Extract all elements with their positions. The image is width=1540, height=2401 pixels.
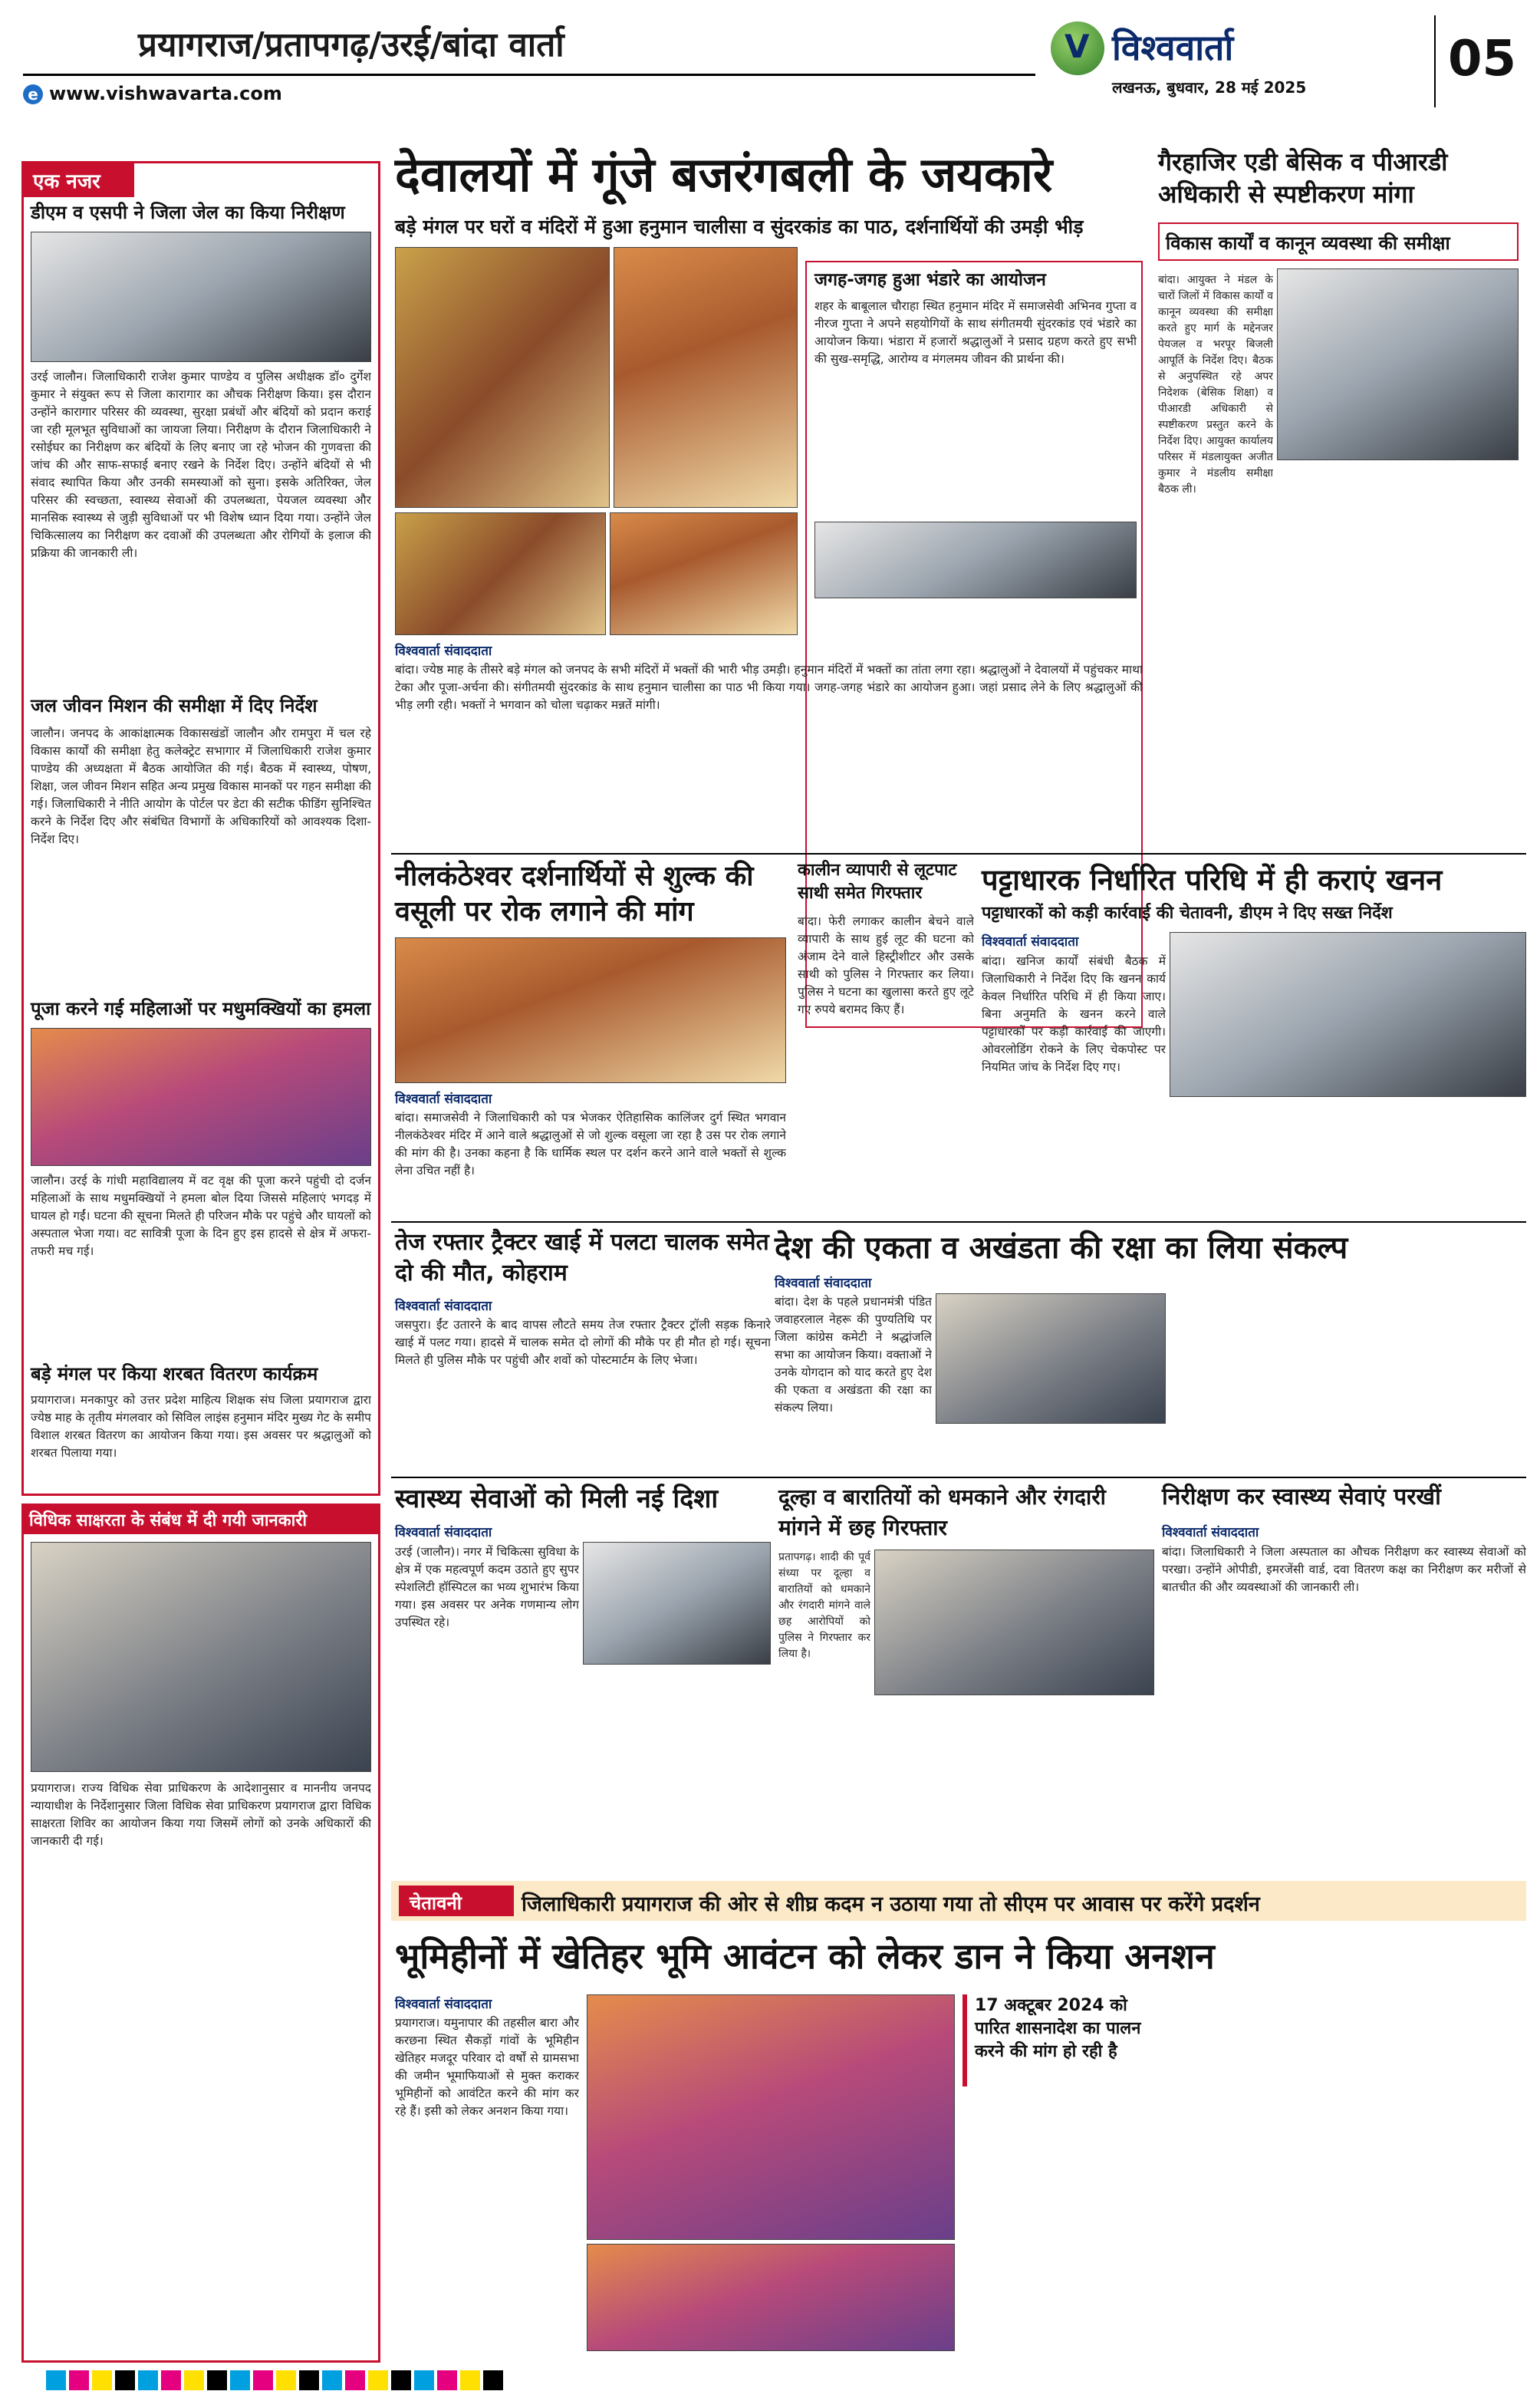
neelkanth-photo xyxy=(395,937,786,1083)
print-color-bar xyxy=(46,2370,1503,2393)
left-story2-body: जालौन। जनपद के आकांक्षात्मक विकासखंडों जालौन और रामपुरा में चल रहे विकास कार्यों की समीक्षा हेतु कलेक्ट्रेट सभागार में जिलाधिकारी राजेश कुमार पाण्डेय की अध्यक्षता में बैठक आयोजित की गई। बैठक में स्वास्थ्य, पोषण, शिक्षा, जल जीवन मिशन सहित अन्य प्रमुख विकास मानकों पर गहन समीक्षा की गई। जिलाधिकारी ने नीति आयोग के पोर्टल पर डेटा की सटीक फीडिंग सुनिश्चित करने के निर्देश दिए और संबंधित विभागों के अधिकारियों को आवश्यक दिशा-निर्देश दिए। xyxy=(31,726,371,846)
unity-headline: देश की एकता व अखंडता की रक्षा का लिया संकल्प xyxy=(775,1230,1348,1266)
divider-3 xyxy=(391,1477,1526,1478)
bottom-lead-headline: भूमिहीनों में खेतिहर भूमि आवंटन को लेकर डान ने किया अनशन xyxy=(395,1935,1215,1977)
brand-logo xyxy=(1051,21,1104,75)
left-story5-headline: विधिक साक्षरता के संबंध में दी गयी जानकारी xyxy=(21,1504,380,1534)
right-top-subhead: विकास कार्यों व कानून व्यवस्था की समीक्षा xyxy=(1158,222,1519,261)
dateline: लखनऊ, बुधवार, 28 मई 2025 xyxy=(1112,78,1307,97)
tractor-body: जसपुरा। ईंट उतारने के बाद वापस लौटते समय तेज रफ्तार ट्रैक्टर ट्रॉली सड़क किनारे खाई में पलट गया। हादसे में चालक समेत दो लोगों की मौके पर ही मौत हो गई। सूचना मिलते ही पुलिस मौके पर पहुंची और शवों को पोस्टमार्टम के लिए भेजा। xyxy=(395,1318,771,1367)
lead-subhead: बड़े मंगल पर घरों व मंदिरों में हुआ हनुमान चालीसा व सुंदरकांड का पाठ, दर्शनार्थियों की उमड़ी भीड़ xyxy=(395,216,1084,238)
groom-body: प्रतापगढ़। शादी की पूर्व संध्या पर दूल्हा व बारातियों को धमकाने और रंगदारी मांगने वाले छह आरोपियों को पुलिस ने गिरफ्तार कर लिया है। xyxy=(778,1551,870,1660)
left-story2-headline: जल जीवन मिशन की समीक्षा में दिए निर्देश xyxy=(31,695,318,716)
mining-meeting-photo xyxy=(1170,932,1526,1097)
lead-inset-heading: जगह-जगह हुआ भंडारे का आयोजन xyxy=(814,270,1046,290)
lead-inset-body: शहर के बाबूलाल चौराहा स्थित हनुमान मंदिर में समाजसेवी अभिनव गुप्ता व नीरज गुप्ता ने अपने सहयोगियों के साथ संगीतमयी सुंदरकांड एवं भंडारे का आयोजन किया। भंडारा में हजारों श्रद्धालुओं ने प्रसाद ग्रहण करते हुए सभी की सुख-समृद्धि, आरोग्य व मंगलमय जीवन की प्रार्थना की। xyxy=(814,299,1137,366)
neelkanth-body: बांदा। समाजसेवी ने जिलाधिकारी को पत्र भेजकर ऐतिहासिक कालिंजर दुर्ग स्थित भगवान नीलकंठेश्वर मंदिर में आने वाले श्रद्धालुओं से जो शुल्क वसूला जा रहा है उस पर रोक लगाने की मांग की है। उनका कहना है कि धार्मिक स्थल पर दर्शन करने आने वाले भक्तों से शुल्क लेना उचित नहीं है। xyxy=(395,1111,786,1177)
jail-inspection-photo xyxy=(31,232,371,362)
lead-headline: देवालयों में गूंजे बजरंगबली के जयकारे xyxy=(395,147,1053,203)
lead-byline: विश्ववार्ता संवाददाता xyxy=(395,644,492,659)
left-story4-body: प्रयागराज। मनकापुर को उत्तर प्रदेश माहित्य शिक्षक संघ जिला प्रयागराज द्वारा ज्येष्ठ माह के तृतीय मंगलवार को सिविल लाइंस हनुमान मंदिर मुख्य गेट के समीप विशाल शरबत वितरण का आयोजन किया गया। इस अवसर पर श्रद्धालुओं को शरबत पिलाया गया। xyxy=(31,1393,371,1460)
lead-photo-3 xyxy=(395,512,606,635)
review-meeting-photo xyxy=(1277,268,1519,460)
health-byline: विश्ववार्ता संवाददाता xyxy=(395,1525,492,1540)
right-top-headline: गैरहाजिर एडी बेसिक व पीआरडी अधिकारी से स्पष्टीकरण मांगा xyxy=(1158,147,1448,209)
left-story5-body: प्रयागराज। राज्य विधिक सेवा प्राधिकरण के आदेशानुसार व माननीय जनपद न्यायाधीश के निर्देशानुसार जिला विधिक सेवा प्राधिकरण प्रयागराज द्वारा विधिक साक्षरता शिविर का आयोजन किया गया जिसमें लोगों को उनके अधिकारों की जानकारी दी गई। xyxy=(31,1781,371,1848)
tractor-byline: विश्ववार्ता संवाददाता xyxy=(395,1299,492,1314)
masthead-rule xyxy=(23,74,1035,76)
divider-2 xyxy=(391,1221,1526,1223)
pull-quote: 17 अक्टूबर 2024 को पारित शासनादेश का पालन करने की मांग हो रही है xyxy=(962,1994,1147,2086)
ie-icon: e xyxy=(23,84,43,104)
box-label: एक नजर xyxy=(24,163,134,197)
left-story1-body: उरई जालौन। जिलाधिकारी राजेश कुमार पाण्डेय व पुलिस अधीक्षक डॉ० दुर्गेश कुमार ने संयुक्त रूप से जिला कारागार का औचक निरीक्षण किया। इस दौरान उन्होंने कारागार परिसर की व्यवस्था, सुरक्षा प्रबंधों और बंदियों को प्रदान कराई जा रही मूलभूत सुविधाओं का जायजा लिया। निरीक्षण के दौरान जिलाधिकारी ने रसोईघर का निरीक्षण कर बंदियों के लिए बनाए जा रहे भोजन की गुणवत्ता की जांच की और साफ-सफाई बनाए रखने के निर्देश दिए। उन्होंने बंदियों से भी संवाद स्थापित किया और उनकी समस्याओं को सुना। इसके अतिरिक्त, जेल परिसर की स्वच्छता, स्वास्थ्य सेवाओं की उपलब्धता, पेयजल व्यवस्था और मानसिक स्वास्थ्य से जुड़ी सुविधाओं पर भी विशेष ध्यान दिया गया। उन्होंने जेल चिकित्सालय का निरीक्षण कर दवाओं की उपलब्धता और रोगियों के इलाज की प्रक्रिया की जानकारी ली। xyxy=(31,370,371,560)
right-top-body: बांदा। आयुक्त ने मंडल के चारों जिलों में विकास कार्यों व कानून व्यवस्था की समीक्षा करते हुए मार्ग के मद्देनजर पेयजल व भरपूर बिजली आपूर्ति के निर्देश दिए। बैठक से अनुपस्थित रहे अपर निदेशक (बेसिक शिक्षा) व पीआरडी अधिकारी से स्पष्टीकरण प्रस्तुत करने के निर्देश दिए। आयुक्त कार्यालय परिसर में मंडलायुक्त अजीत कुमार ने मंडलीय समीक्षा बैठक ली। xyxy=(1158,274,1273,496)
arrest-photo xyxy=(874,1550,1154,1695)
lead-body: बांदा। ज्येष्ठ माह के तीसरे बड़े मंगल को जनपद के सभी मंदिरों में भक्तों की भारी भीड़ उमड़ी। हनुमान मंदिरों में भक्तों का तांता लगा रहा। श्रद्धालुओं ने देवालयों में पहुंचकर माथा टेका और पूजा-अर्चना की। संगीतमयी सुंदरकांड के साथ हनुमान चालीसा का पाठ भी किया गया। जगह-जगह भंडारे का आयोजन हुआ। जहां प्रसाद लेने के लिए श्रद्धालुओं की भीड़ लगी रही। भक्तों ने भगवान को चोला चढ़ाकर मन्नतें मांगी। xyxy=(395,663,1143,712)
left-story3-headline: पूजा करने गई महिलाओं पर मधुमक्खियों का हमला xyxy=(31,998,371,1019)
mining-headline: पट्टाधारक निर्धारित परिधि में ही कराएं खनन xyxy=(982,863,1443,897)
lead-inset-photo xyxy=(814,522,1137,598)
divider-1 xyxy=(391,853,1526,855)
page-number: 05 xyxy=(1448,31,1517,87)
inspection-body: बांदा। जिलाधिकारी ने जिला अस्पताल का औचक निरीक्षण कर स्वास्थ्य सेवाओं को परखा। उन्होंने ओपीडी, इमरजेंसी वार्ड, दवा वितरण कक्ष का निरीक्षण कर मरीजों से बातचीत की और व्यवस्थाओं की जानकारी ली। xyxy=(1162,1545,1526,1594)
warning-text: जिलाधिकारी प्रयागराज की ओर से शीघ्र कदम न उठाया गया तो सीएम पर आवास पर करेंगे प्रदर्शन xyxy=(522,1892,1260,1916)
unity-byline: विश्ववार्ता संवाददाता xyxy=(775,1276,872,1291)
hospital-inauguration-photo xyxy=(583,1542,771,1665)
mining-subhead: पट्टाधारकों को कड़ी कार्रवाई की चेतावनी, डीएम ने दिए सख्त निर्देश xyxy=(982,904,1393,923)
warning-label: चेतावनी xyxy=(399,1886,514,1916)
brand-name: विश्ववार्ता xyxy=(1112,27,1234,68)
neelkanth-byline: विश्ववार्ता संवाददाता xyxy=(395,1092,492,1107)
left-story3-body: जालौन। उरई के गांधी महाविद्यालय में वट वृक्ष की पूजा करने पहुंची दो दर्जन महिलाओं के साथ मधुमक्खियों ने हमला बोल दिया जिससे महिलाएं भगदड़ में घायल हो गईं। घटना की सूचना मिलते ही परिजन मौके पर पहुंचे और घायलों को अस्पताल भेजा गया। वट सावित्री पूजा के दिन हुए इस हादसे से क्षेत्र में अफरा-तफरी मच गई। xyxy=(31,1174,371,1258)
lead-photo-2 xyxy=(614,247,798,508)
legal-literacy-photo xyxy=(31,1542,371,1772)
mining-byline: विश्ववार्ता संवाददाता xyxy=(982,934,1079,950)
page-number-box xyxy=(1434,15,1436,107)
bee-attack-photo xyxy=(31,1028,371,1166)
kalin-body: बांदा। फेरी लगाकर कालीन बेचने वाले व्यापारी के साथ हुई लूट की घटना को अंजाम देने वाले हिस्ट्रीशीटर और उसके साथी को पुलिस ने गिरफ्तार कर लिया। पुलिस ने घटना का खुलासा करते हुए लूटे गए रुपये बरामद किए हैं। xyxy=(798,914,974,1016)
logo-v-icon: V xyxy=(1065,28,1090,65)
tractor-headline: तेज रफ्तार ट्रैक्टर खाई में पलटा चालक समेत दो की मौत, कोहराम xyxy=(395,1229,769,1286)
section-title: प्रयागराज/प्रतापगढ़/उरई/बांदा वार्ता xyxy=(138,25,564,64)
lead-photo-1 xyxy=(395,247,610,508)
inspection-byline: विश्ववार्ता संवाददाता xyxy=(1162,1525,1259,1540)
masthead xyxy=(0,0,1540,115)
lead-photo-4 xyxy=(610,512,798,635)
groom-headline: दूल्हा व बारातियों को धमकाने और रंगदारी मांगने में छह गिरफ्तार xyxy=(778,1484,1106,1540)
website-link[interactable]: e www.vishwavarta.com xyxy=(23,83,330,109)
bottom-lead-byline: विश्ववार्ता संवाददाता xyxy=(395,1997,492,2012)
unity-photo xyxy=(936,1293,1166,1424)
hunger-strike-photo xyxy=(587,1994,955,2240)
unity-body: बांदा। देश के पहले प्रधानमंत्री पंडित जवाहरलाल नेहरू की पुण्यतिथि पर जिला कांग्रेस कमेटी ने श्रद्धांजलि सभा का आयोजन किया। वक्ताओं ने उनके योगदान को याद करते हुए देश की एकता व अखंडता की रक्षा का संकल्प लिया। xyxy=(775,1295,932,1415)
left-story4-headline: बड़े मंगल पर किया शरबत वितरण कार्यक्रम xyxy=(31,1363,318,1385)
hunger-strike-photo-2 xyxy=(587,2244,955,2351)
health-headline: स्वास्थ्य सेवाओं को मिली नई दिशा xyxy=(395,1484,719,1514)
kalin-headline: कालीन व्यापारी से लूटपाट साथी समेत गिरफ्तार xyxy=(798,861,957,903)
neelkanth-headline: नीलकंठेश्वर दर्शनार्थियों से शुल्क की वसूली पर रोक लगाने की मांग xyxy=(395,861,754,927)
mining-body: बांदा। खनिज कार्यों संबंधी बैठक में जिलाधिकारी ने निर्देश दिए कि खनन कार्य केवल निर्धारित परिधि में ही किया जाए। बिना अनुमति के खनन करने वाले पट्टाधारकों पर कड़ी कार्रवाई की जाएगी। ओवरलोडिंग रोकने के लिए चेकपोस्ट पर नियमित जांच के निर्देश दिए गए। xyxy=(982,954,1166,1074)
health-body: उरई (जालौन)। नगर में चिकित्सा सुविधा के क्षेत्र में एक महत्वपूर्ण कदम उठाते हुए सुपर स्पेशलिटी हॉस्पिटल का भव्य शुभारंभ किया गया। इस अवसर पर अनेक गणमान्य लोग उपस्थित रहे। xyxy=(395,1545,579,1629)
bottom-lead-body: प्रयागराज। यमुनापार की तहसील बारा और करछना स्थित सैकड़ों गांवों के भूमिहीन खेतिहर मजदूर परिवार दो वर्षों से ग्रामसभा की जमीन भूमाफियाओं से मुक्त कराकर भूमिहीनों को आवंटित करने की मांग कर रहे हैं। इसी को लेकर अनशन किया गया। xyxy=(395,2016,579,2118)
inspection-headline: निरीक्षण कर स्वास्थ्य सेवाएं परखीं xyxy=(1162,1484,1441,1510)
left-story1-headline: डीएम व एसपी ने जिला जेल का किया निरीक्षण xyxy=(31,202,345,223)
